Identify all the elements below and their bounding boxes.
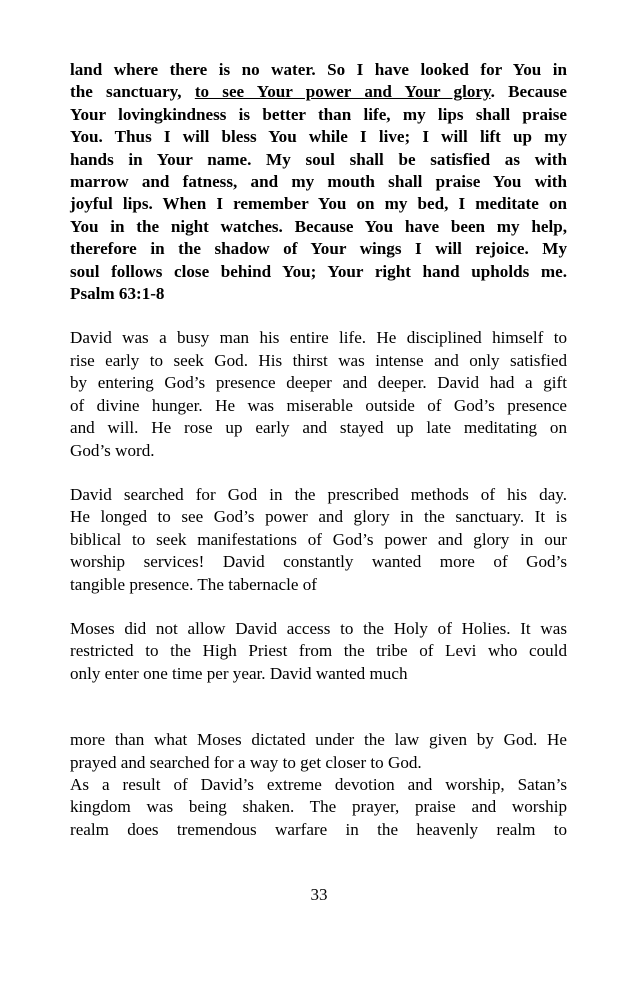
scripture-reference: Psalm 63:1-8 (70, 284, 165, 304)
text-line: by entering God’s presence deeper and deeper. David had a gift (70, 373, 567, 393)
scripture-line: Your lovingkindness is better than life, my lips shall praise (70, 104, 567, 124)
paragraph-5 (70, 774, 567, 841)
scripture-line: You in the night watches. Because You have been my help, (70, 216, 567, 236)
text-line: only enter one time per year. David wanted much (70, 663, 408, 683)
scripture-line: soul follows close behind You; Your right hand upholds me. (70, 261, 567, 281)
text-line: of divine hunger. He was miserable outside of God’s presence (70, 395, 567, 415)
text-line: biblical to seek manifestations of God’s power and glory in our (70, 529, 567, 549)
scripture-line: marrow and fatness, and my mouth shall praise You with (70, 172, 567, 192)
scripture-line: therefore in the shadow of Your wings I will rejoice. My (70, 239, 567, 259)
page-number: 33 (310, 885, 328, 904)
text-line: As a result of David’s extreme devotion and worship, Satan’s (70, 774, 567, 794)
text-line: God’s word. (70, 440, 155, 460)
text-line: rise early to seek God. His thirst was intense and only satisfied (70, 350, 567, 370)
text-line: kingdom was being shaken. The prayer, praise and worship (70, 797, 567, 817)
text-line: prayed and searched for a way to get closer to God. (70, 752, 422, 772)
scripture-line: You. Thus I will bless You while I live; I will lift up my (70, 127, 567, 147)
text-line: He longed to see God’s power and glory in the sanctuary. It is (70, 507, 567, 527)
page-content (70, 59, 567, 841)
scripture-line: land where there is no water. So I have looked for You in (70, 60, 567, 79)
text-line: David searched for God in the prescribed methods of his day. (70, 484, 567, 504)
scripture-line: joyful lips. When I remember You on my bed, I meditate on (70, 194, 567, 214)
paragraph-1 (70, 327, 567, 461)
scripture-line-with-underline: the sanctuary, to see Your power and Your glory. Because (70, 82, 567, 102)
text-line: and will. He rose up early and stayed up late meditating on (70, 418, 567, 438)
text-line: David was a busy man his entire life. He disciplined himself to (70, 328, 567, 348)
scripture-line: hands in Your name. My soul shall be satisfied as with (70, 149, 567, 169)
text-line: Moses did not allow David access to the Holy of Holies. It was (70, 618, 567, 638)
text-line: tangible presence. The tabernacle of (70, 574, 317, 594)
text-line: worship services! David constantly wanted more of God’s (70, 552, 567, 572)
text-line: more than what Moses dictated under the law given by God. He (70, 730, 567, 750)
paragraph-2 (70, 484, 567, 596)
scripture-quote (70, 59, 567, 305)
paragraph-4 (70, 729, 567, 774)
paragraph-3 (70, 618, 567, 685)
text-line: realm does tremendous warfare in the heavenly realm to (70, 819, 567, 839)
text-line: restricted to the High Priest from the tribe of Levi who could (70, 641, 567, 661)
underlined-phrase: to see Your power and Your glory (194, 82, 491, 102)
